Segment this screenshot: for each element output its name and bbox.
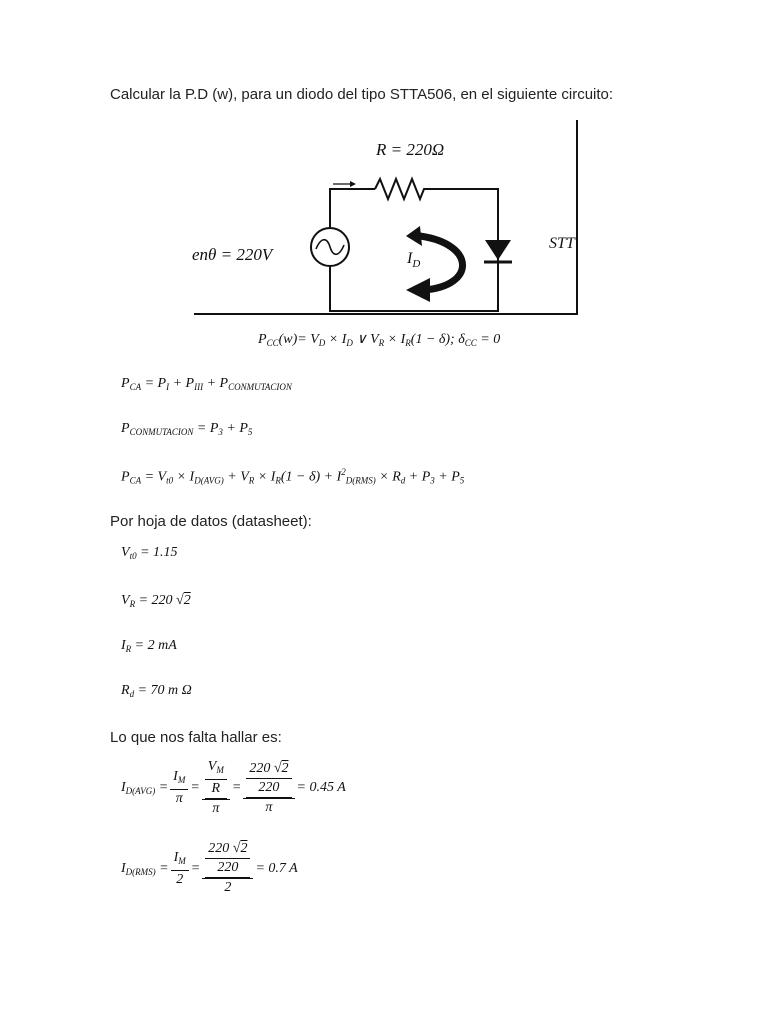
datasheet-ir: $I_R = 2$ mA	[121, 638, 177, 654]
diode-symbol	[484, 240, 512, 262]
current-label: $I_D$	[407, 250, 421, 270]
datasheet-rd: $R_d = 70$ m Ω	[121, 683, 192, 699]
pcc-formula: $P_{CC}(w)= V_D \times I_D$ ∨ $V_R \times I_R(1 - \delta)$; $\delta_{CC} = 0$	[258, 332, 501, 348]
pca-formula: $P_{CA} = P_I + P_{III} + P_{CONMUTACION}$	[121, 376, 292, 392]
pconmutacion-formula: $P_{CONMUTACION} = P_3 + P_5$	[121, 421, 253, 437]
datasheet-heading: Por hoja de datos (datasheet):	[110, 513, 312, 530]
resistor-label: R = 220Ω	[376, 140, 445, 159]
circuit-diagram	[190, 118, 590, 320]
remaining-heading: Lo que nos falta hallar es:	[110, 729, 282, 746]
resistor-symbol	[375, 179, 428, 199]
source-label: enθ = 220V	[192, 245, 273, 264]
iavg-equation: $I_{D(AVG)}$ = $\frac{I_M}{\pi}$ = $\frac{\frac{V_M}{R}}{\pi}$ = $\frac{\frac{220 √2}{220}}{\pi}$ = 0.45 A	[121, 759, 346, 816]
datasheet-vt: $V_{t0} = 1.15$	[121, 545, 178, 561]
datasheet-vr: $V_R = 220$ √2	[121, 593, 191, 609]
irms-equation: $I_{D(RMS)}$ = $\frac{I_M}{2}$ = $\frac{\frac{220 √2}{220}}{2}$ = 0.7 A	[121, 841, 298, 895]
intro-text: Calcular la P.D (w), para un diodo del tipo STTA506, en el siguiente circuito:	[110, 86, 614, 103]
device-label: STT	[549, 235, 575, 252]
pca-expanded-formula: $P_{CA} = V_{t0} \times I_{D(AVG)} + V_R \times I_R(1 - \delta) + I^2_{D(RMS)} \times R_d + P_3 + P_5$	[121, 467, 465, 486]
